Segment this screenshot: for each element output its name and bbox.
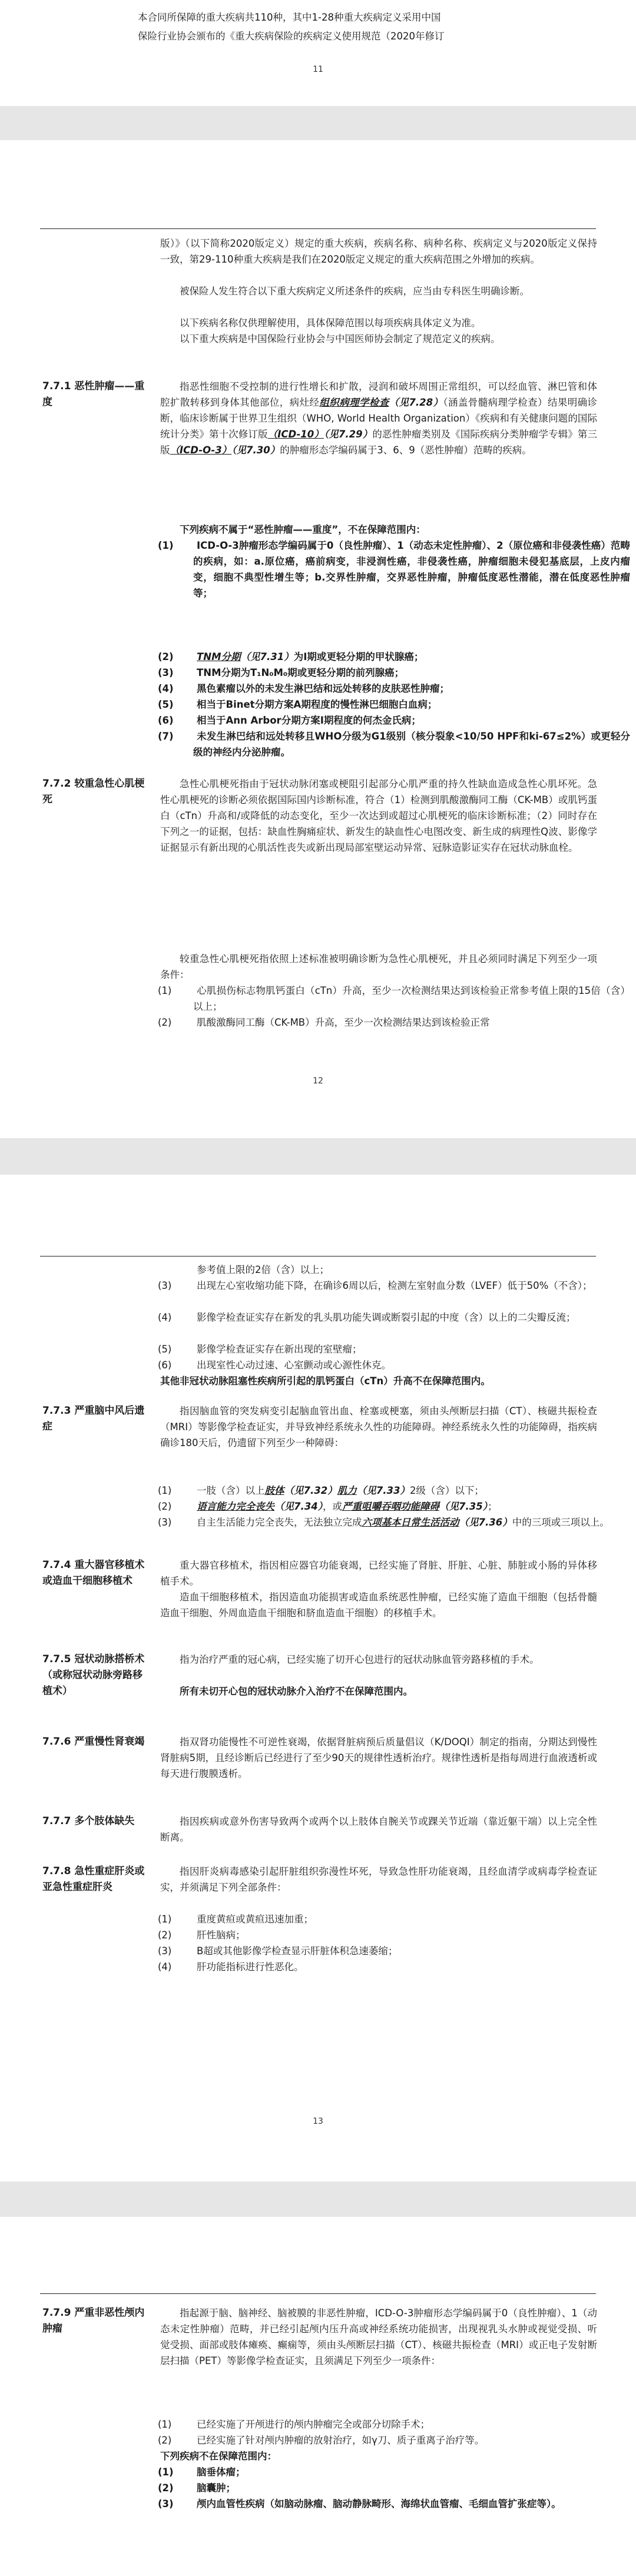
section-7-7-7-definition: 指因疾病或意外伤害导致两个或两个以上肢体自腕关节或踝关节近端（靠近躯干端）以上完全性断离。 bbox=[160, 1816, 597, 1843]
page-number: 11 bbox=[313, 65, 323, 74]
section-7-7-1-excluded-title: 下列疾病不属于“恶性肿瘤——重度”，不在保障范围内： bbox=[180, 524, 426, 535]
list-item: (1) 已经实施了开颅进行的颅内肿瘤完全或部分切除手术； bbox=[158, 2419, 430, 2430]
page-12 bbox=[0, 140, 636, 1138]
list-item: (2) TNM分期（见7.31）为Ⅰ期或更轻分期的甲状腺癌； bbox=[158, 651, 424, 662]
list-item: (1) 脑垂体瘤； bbox=[158, 2466, 246, 2478]
list-item: (2) 已经实施了针对颅内肿瘤的放射治疗，如γ刀、质子重离子治疗等。 bbox=[158, 2435, 485, 2446]
list-item: (4) 肝功能指标进行性恶化。 bbox=[158, 1961, 304, 1972]
list-item: (2) 脑囊肿； bbox=[158, 2482, 236, 2494]
list-item: (3) 自主生活能力完全丧失，无法独立完成六项基本日常生活活动（见7.36）中的三项或三项以上。 bbox=[158, 1517, 610, 1528]
list-item: (5) 相当于Binet分期方案A期程度的慢性淋巴细胞白血病； bbox=[158, 699, 438, 710]
intro-paragraph-4: 以下重大疾病是中国保险行业协会与中国医师协会制定了规范定义的疾病。 bbox=[180, 333, 501, 344]
section-heading-7-7-5: 7.7.5 冠状动脉搭桥术（或称冠状动脉旁路移植术） bbox=[42, 1653, 145, 1697]
list-item: (4) 影像学检查证实存在新发的乳头肌功能失调或断裂引起的中度（含）以上的二尖瓣反流； bbox=[158, 1312, 576, 1323]
list-item: (1) 心肌损伤标志物肌钙蛋白（cTn）升高，至少一次检测结果达到该检验正常参考值上限的15倍（含）以上； bbox=[158, 985, 630, 1012]
list-item: (3) 颅内血管性疾病（如脑动脉瘤、脑动静脉畸形、海绵状血管瘤、毛细血管扩张症等）。 bbox=[158, 2498, 561, 2509]
list-item: (1) 重度黄疸或黄疸迅速加重； bbox=[158, 1914, 313, 1925]
list-item: (3) TNM分期为T₁N₀M₀期或更轻分期的前列腺癌； bbox=[158, 667, 405, 678]
section-7-7-6-definition: 指双肾功能慢性不可逆性衰竭，依据肾脏病预后质量倡议（K/DOQI）制定的指南，分期达到慢性肾脏病5期，且经诊断后已经进行了至少90天的规律性透析治疗。规律性透析是指每周进行血液透析或每天进行腹膜透析。 bbox=[160, 1736, 597, 1779]
list-item: (6) 相当于Ann Arbor分期方案Ⅰ期程度的何杰金氏病； bbox=[158, 715, 421, 726]
section-heading-7-7-9: 7.7.9 严重非恶性颅内肿瘤 bbox=[42, 2307, 145, 2335]
page-14 bbox=[0, 2217, 636, 2576]
page-13 bbox=[0, 1175, 636, 2182]
intro-paragraph-2: 被保险人发生符合以下重大疾病定义所述条件的疾病，应当由专科医生明确诊断。 bbox=[180, 286, 529, 297]
section-7-7-9-definition: 指起源于脑、脑神经、脑被膜的非恶性肿瘤，ICD-O-3肿瘤形态学编码属于0（良性肿瘤）、1（动态未定性肿瘤）范畴，并已经引起颅内压升高或神经系统功能损害，出现视乳头水肿或视觉受损、听觉受损、面部或肢体瘫痪、癫痫等，须由头颅断层扫描（CT）、核磁共振检查（MRI）或正电子发射断层扫描（PET）等影像学检查证实，且须满足下列至少一项条件： bbox=[160, 2308, 597, 2366]
page-number: 13 bbox=[313, 2117, 323, 2126]
page-11-line-2: 保险行业协会颁布的《重大疾病保险的疾病定义使用规范（2020年修订 bbox=[138, 31, 445, 42]
section-heading-7-7-7: 7.7.7 多个肢体缺失 bbox=[42, 1815, 135, 1827]
list-item: (7) 未发生淋巴结和远处转移且WHO分级为G1级别（核分裂象<10/50 HPF和ki-67≤2%）或更轻分级的神经内分泌肿瘤。 bbox=[158, 731, 630, 758]
section-7-7-8-definition: 指因肝炎病毒感染引起肝脏组织弥漫性坏死，导致急性肝功能衰竭，且经血清学或病毒学检查证实，并须满足下列全部条件： bbox=[160, 1866, 597, 1893]
list-item: (1) ICD-O-3肿瘤形态学编码属于0（良性肿瘤）、1（动态未定性肿瘤）、2（原位癌和非侵袭性癌）范畴的疾病，如：a.原位癌，癌前病变，非浸润性癌，非侵袭性癌，肿瘤细胞未侵犯基底层，上皮内瘤变，细胞不典型性增生等；b.交界性肿瘤，交界恶性肿瘤，肿瘤低度恶性潜能，潜在低度恶性肿瘤等； bbox=[158, 540, 630, 599]
section-7-7-4-paragraph-1: 重大器官移植术，指因相应器官功能衰竭，已经实施了肾脏、肝脏、心脏、肺脏或小肠的异体移植手术。 bbox=[160, 1560, 597, 1587]
intro-paragraph-3: 以下疾病名称仅供理解使用，具体保障范围以每项疾病具体定义为准。 bbox=[180, 317, 481, 329]
section-heading-7-7-4: 7.7.4 重大器官移植术或造血干细胞移植术 bbox=[42, 1559, 145, 1587]
list-item: (6) 出现室性心动过速、心室颤动或心源性休克。 bbox=[158, 1360, 391, 1371]
section-heading-7-7-3: 7.7.3 严重脑中风后遗症 bbox=[42, 1405, 145, 1433]
section-7-7-2-definition: 急性心肌梗死指由于冠状动脉闭塞或梗阻引起部分心肌严重的持久性缺血造成急性心肌坏死。急性心肌梗死的诊断必须依据国际国内诊断标准，符合（1）检测到肌酸激酶同工酶（CK-MB）或肌钙蛋白（cTn）升高和/或降低的动态变化，至少一次达到或超过心肌梗死的临床诊断标准；（2）同时存在下列之一的证据，包括：缺血性胸痛症状、新发生的缺血性心电图改变、新生成的病理性Q波、影像学证据显示有新出现的心肌活性丧失或新出现局部室壁运动异常、冠脉造影证实存在冠状动脉血栓。 bbox=[160, 778, 597, 853]
list-item: (2) 肌酸激酶同工酶（CK-MB）升高，至少一次检测结果达到该检验正常 bbox=[158, 1017, 490, 1028]
intro-paragraph-1: 版）》（以下简称2020版定义）规定的重大疾病，疾病名称、病种名称、疾病定义与2020版定义保持一致，第29-110种重大疾病是我们在2020版定义规定的重大疾病范围之外增加的疾病。 bbox=[160, 238, 597, 265]
list-item: (2) 肝性脑病； bbox=[158, 1929, 246, 1941]
header-rule bbox=[40, 228, 596, 229]
list-item: (3) 出现左心室收缩功能下降，在确诊6周以后，检测左室射血分数（LVEF）低于50%（不含）； bbox=[158, 1280, 592, 1291]
section-7-7-1-definition: 指恶性细胞不受控制的进行性增长和扩散，浸润和破坏周围正常组织，可以经血管、淋巴管和体腔扩散转移到身体其他部位，病灶经组织病理学检查（见7.28）（涵盖骨髓病理学检查）结果明确诊断，临床诊断属于世界卫生组织（WHO, World Health Organization）《疾病和有关健康问题的国际统计分类》第十次修订版（ICD-10）（见7.29）的恶性肿瘤类别及《国际疾病分类肿瘤学专辑》第三版（ICD-O-3）（见7.30）的肿瘤形态学编码属于3、6、9（恶性肿瘤）范畴的疾病。 bbox=[160, 381, 598, 456]
list-item: (1) 一肢（含）以上肢体（见7.32）肌力（见7.33）2级（含）以下； bbox=[158, 1485, 484, 1496]
header-rule bbox=[40, 2293, 596, 2294]
section-7-7-2-note: 其他非冠状动脉阻塞性疾病所引起的肌钙蛋白（cTn）升高不在保障范围内。 bbox=[160, 1375, 491, 1387]
section-7-7-2-condition: 较重急性心肌梗死指依照上述标准被明确诊断为急性心肌梗死，并且必须同时满足下列至少一项条件： bbox=[160, 953, 597, 980]
section-heading-7-7-8: 7.7.8 急性重症肝炎或亚急性重症肝炎 bbox=[42, 1865, 145, 1893]
list-item: 参考值上限的2倍（含）以上； bbox=[197, 1264, 329, 1275]
section-7-7-4-paragraph-2: 造血干细胞移植术，指因造血功能损害或造血系统恶性肿瘤，已经实施了造血干细胞（包括骨髓造血干细胞、外周血造血干细胞和脐血造血干细胞）的移植手术。 bbox=[160, 1592, 597, 1619]
page-11 bbox=[0, 0, 636, 106]
list-item: (2) 语言能力完全丧失（见7.34），或严重咀嚼吞咽功能障碍（见7.35）； bbox=[158, 1501, 498, 1512]
page-11-line-1: 本合同所保障的重大疾病共110种，其中1-28种重大疾病定义采用中国 bbox=[138, 12, 441, 23]
section-heading-7-7-2: 7.7.2 较重急性心肌梗死 bbox=[42, 778, 145, 805]
list-item: (4) 黑色素瘤以外的未发生淋巴结和远处转移的皮肤恶性肿瘤； bbox=[158, 683, 449, 694]
section-heading-7-7-1: 7.7.1 恶性肿瘤——重度 bbox=[42, 380, 145, 408]
section-7-7-3-definition: 指因脑血管的突发病变引起脑血管出血、栓塞或梗塞，须由头颅断层扫描（CT）、核磁共振检查（MRI）等影像学检查证实，并导致神经系统永久性的功能障碍。神经系统永久性的功能障碍，指疾病确诊180天后，仍遗留下列至少一种障碍： bbox=[160, 1405, 597, 1448]
section-heading-7-7-6: 7.7.6 严重慢性肾衰竭 bbox=[42, 1736, 145, 1748]
section-7-7-5-paragraph-2: 所有未切开心包的冠状动脉介入治疗不在保障范围内。 bbox=[180, 1686, 413, 1697]
section-7-7-9-excluded-title: 下列疾病不在保障范围内： bbox=[160, 2451, 277, 2462]
page-number: 12 bbox=[313, 1076, 323, 1086]
list-item: (5) 影像学检查证实存在新出现的室壁瘤； bbox=[158, 1344, 362, 1355]
section-7-7-5-paragraph-1: 指为治疗严重的冠心病，已经实施了切开心包进行的冠状动脉血管旁路移植的手术。 bbox=[180, 1654, 539, 1665]
list-item: (3) B超或其他影像学检查显示肝脏体积急速萎缩； bbox=[158, 1945, 398, 1957]
